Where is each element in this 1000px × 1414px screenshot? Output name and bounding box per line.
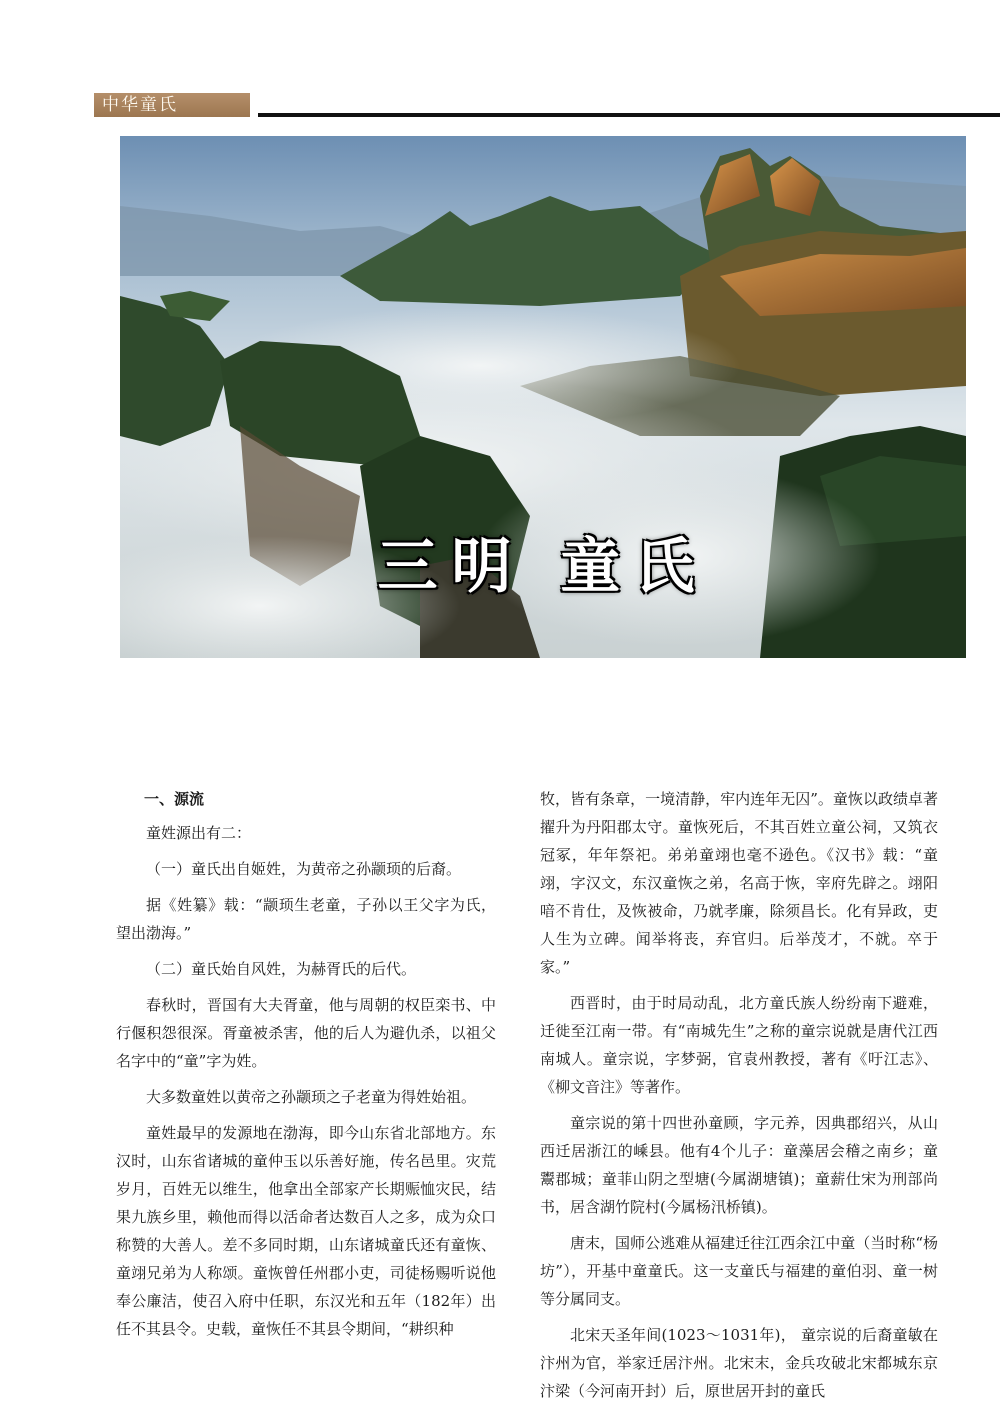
paragraph: 童姓最早的发源地在渤海，即今山东省北部地方。东汉时，山东省诸城的童仲玉以乐善好施，传名邑里。灾荒岁月，百姓无以维生，他拿出全部家产长期赈恤灾民，结果九族乡里，赖他而得以活命者达数百人之多，成为众口称赞的大善人。差不多同时期，山东诸城童氏还有童恢、童翊兄弟为人称颂。童恢曾任州郡小吏，司徒杨赐听说他奉公廉洁，使召入府中任职，东汉光和五年（182年）出任不其县令。史载，童恢任不其县令期间，“耕织种	[116, 1124, 496, 1338]
paragraph: 大多数童姓以黄帝之孙颛顼之子老童为得姓始祖。	[146, 1088, 477, 1106]
paragraph: 春秋时，晋国有大夫胥童，他与周朝的权臣栾书、中行偃积怨很深。胥童被杀害，他的后人为避仇杀，以祖父名字中的“童”字为姓。	[116, 996, 496, 1070]
paragraph: 唐末，国师公逃难从福建迁往江西余江中童（当时称“杨坊”），开基中童童氏。这一支童氏与福建的童伯羽、童一树等分属同支。	[540, 1234, 938, 1308]
header-rule	[258, 113, 1000, 117]
right-column	[540, 785, 938, 1413]
header-tab: 中华童氏	[94, 93, 250, 117]
section-title: 一、源流	[144, 790, 205, 808]
paragraph: （二）童氏始自风姓，为赫胥氏的后代。	[146, 960, 417, 978]
paragraph: 牧，皆有条章，一境清静，牢内连年无囚”。童恢以政绩卓著擢升为丹阳郡太守。童恢死后，不其百姓立童公祠，又筑衣冠冢，年年祭祀。弟弟童翊也毫不逊色。《汉书》载：“童翊，字汉文，东汉童恢之弟，名高于恢，宰府先辟之。翊阳喑不肯仕，及恢被命，乃就孝廉，除须昌长。化有异政，吏人生为立碑。闻举将丧，弃官归。后举茂才，不就。卒于家。”	[540, 790, 938, 976]
left-column	[116, 785, 496, 1351]
paragraph: 西晋时，由于时局动乱，北方童氏族人纷纷南下避难，迁徙至江南一带。有“南城先生”之称的童宗说就是唐代江西南城人。童宗说，字梦弼，官袁州教授，著有《吁江志》、《柳文音注》等著作。	[540, 994, 938, 1096]
paragraph: 童姓源出有二：	[146, 824, 252, 842]
paragraph: （一）童氏出自姬姓，为黄帝之孙颛顼的后裔。	[146, 860, 462, 878]
paragraph: 北宋天圣年间(1023～1031年)， 童宗说的后裔童敏在汴州为官，举家迁居汴州。北宋末，金兵攻破北宋都城东京汴梁（今河南开封）后，原世居开封的童氏	[540, 1326, 938, 1400]
paragraph: 据《姓纂》载：“颛顼生老童，子孙以王父字为氏，望出渤海。”	[116, 896, 496, 942]
hero-title: 三明 童氏	[377, 532, 709, 602]
paragraph: 童宗说的第十四世孙童顾，字元养，因典郡绍兴，从山西迁居浙江的嵊县。他有4个儿子：童藻居会稽之南乡；童鬻郡城；童菲山阴之型塘(今属湖塘镇)；童薪仕宋为刑部尚书，居含湖竹院村(今属杨汛桥镇)。	[540, 1114, 938, 1216]
hero-image	[120, 136, 966, 658]
